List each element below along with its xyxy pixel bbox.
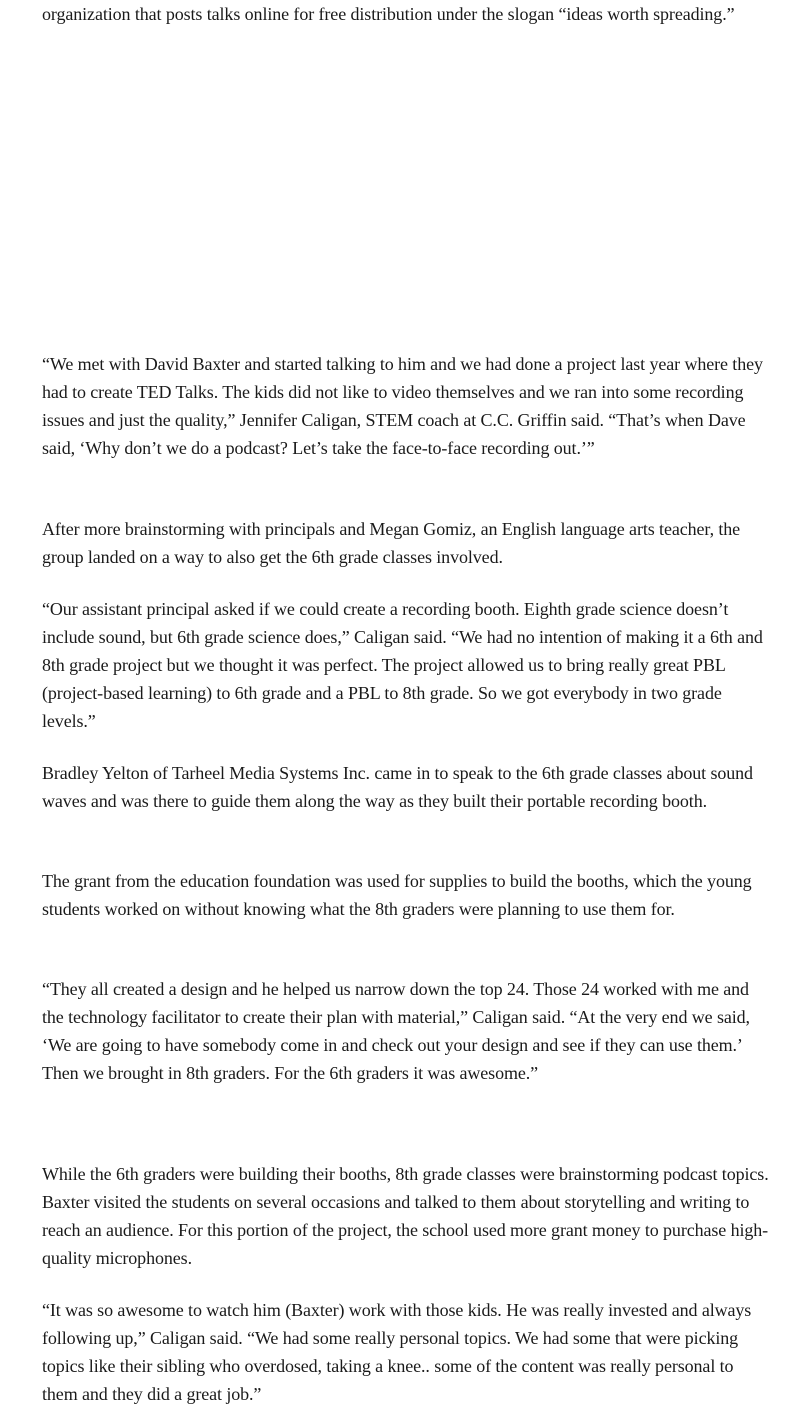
article-paragraph: “It was so awesome to watch him (Baxter) work with those kids. He was really invested and always following up,” Caligan said. “We had some really personal topics. We had some that were picking topics like their sibling who overdosed, taking a knee.. some of the content was really personal to them and they did a great job.” <box>42 1300 752 1404</box>
article-paragraph: Bradley Yelton of Tarheel Media Systems Inc. came in to speak to the 6th grade classes about sound waves and was there to guide them along the way as they built their portable recording booth. <box>42 763 753 811</box>
article-paragraph: While the 6th graders were building their booths, 8th grade classes were brainstorming podcast topics. Baxter visited the students on several occasions and talked to them about storytelling and writing to reach an audience. For this portion of the project, the school used more grant money to purchase high-quality microphones. <box>42 1164 769 1268</box>
article-paragraph: The grant from the education foundation was used for supplies to build the booths, which the young students worked on without knowing what the 8th graders were planning to use them for. <box>42 871 752 919</box>
article-paragraph: “Our assistant principal asked if we could create a recording booth. Eighth grade science doesn’t include sound, but 6th grade science does,” Caligan said. “We had no intention of making it a 6th and 8th grade project but we thought it was perfect. The project allowed us to bring really great PBL (project-based learning) to 6th grade and a PBL to 8th grade. So we got everybody in two grade levels.” <box>42 599 763 731</box>
article-paragraph: “They all created a design and he helped us narrow down the top 24. Those 24 worked with me and the technology facilitator to create their plan with material,” Caligan said. “At the very end we said, ‘We are going to have somebody come in and check out your design and see if they can use them.’ Then we brought in 8th graders. For the 6th graders it was awesome.” <box>42 979 750 1083</box>
article-paragraph: After more brainstorming with principals and Megan Gomiz, an English language arts teacher, the group landed on a way to also get the 6th grade classes involved. <box>42 519 741 567</box>
article-paragraph: organization that posts talks online for free distribution under the slogan “ideas worth spreading.” <box>42 4 735 24</box>
article-paragraph: “We met with David Baxter and started talking to him and we had done a project last year where they had to create TED Talks. The kids did not like to video themselves and we ran into some recording issues and just the quality,” Jennifer Caligan, STEM coach at C.C. Griffin said. “That’s when Dave said, ‘Why don’t we do a podcast? Let’s take the face-to-face recording out.’” <box>42 354 763 458</box>
